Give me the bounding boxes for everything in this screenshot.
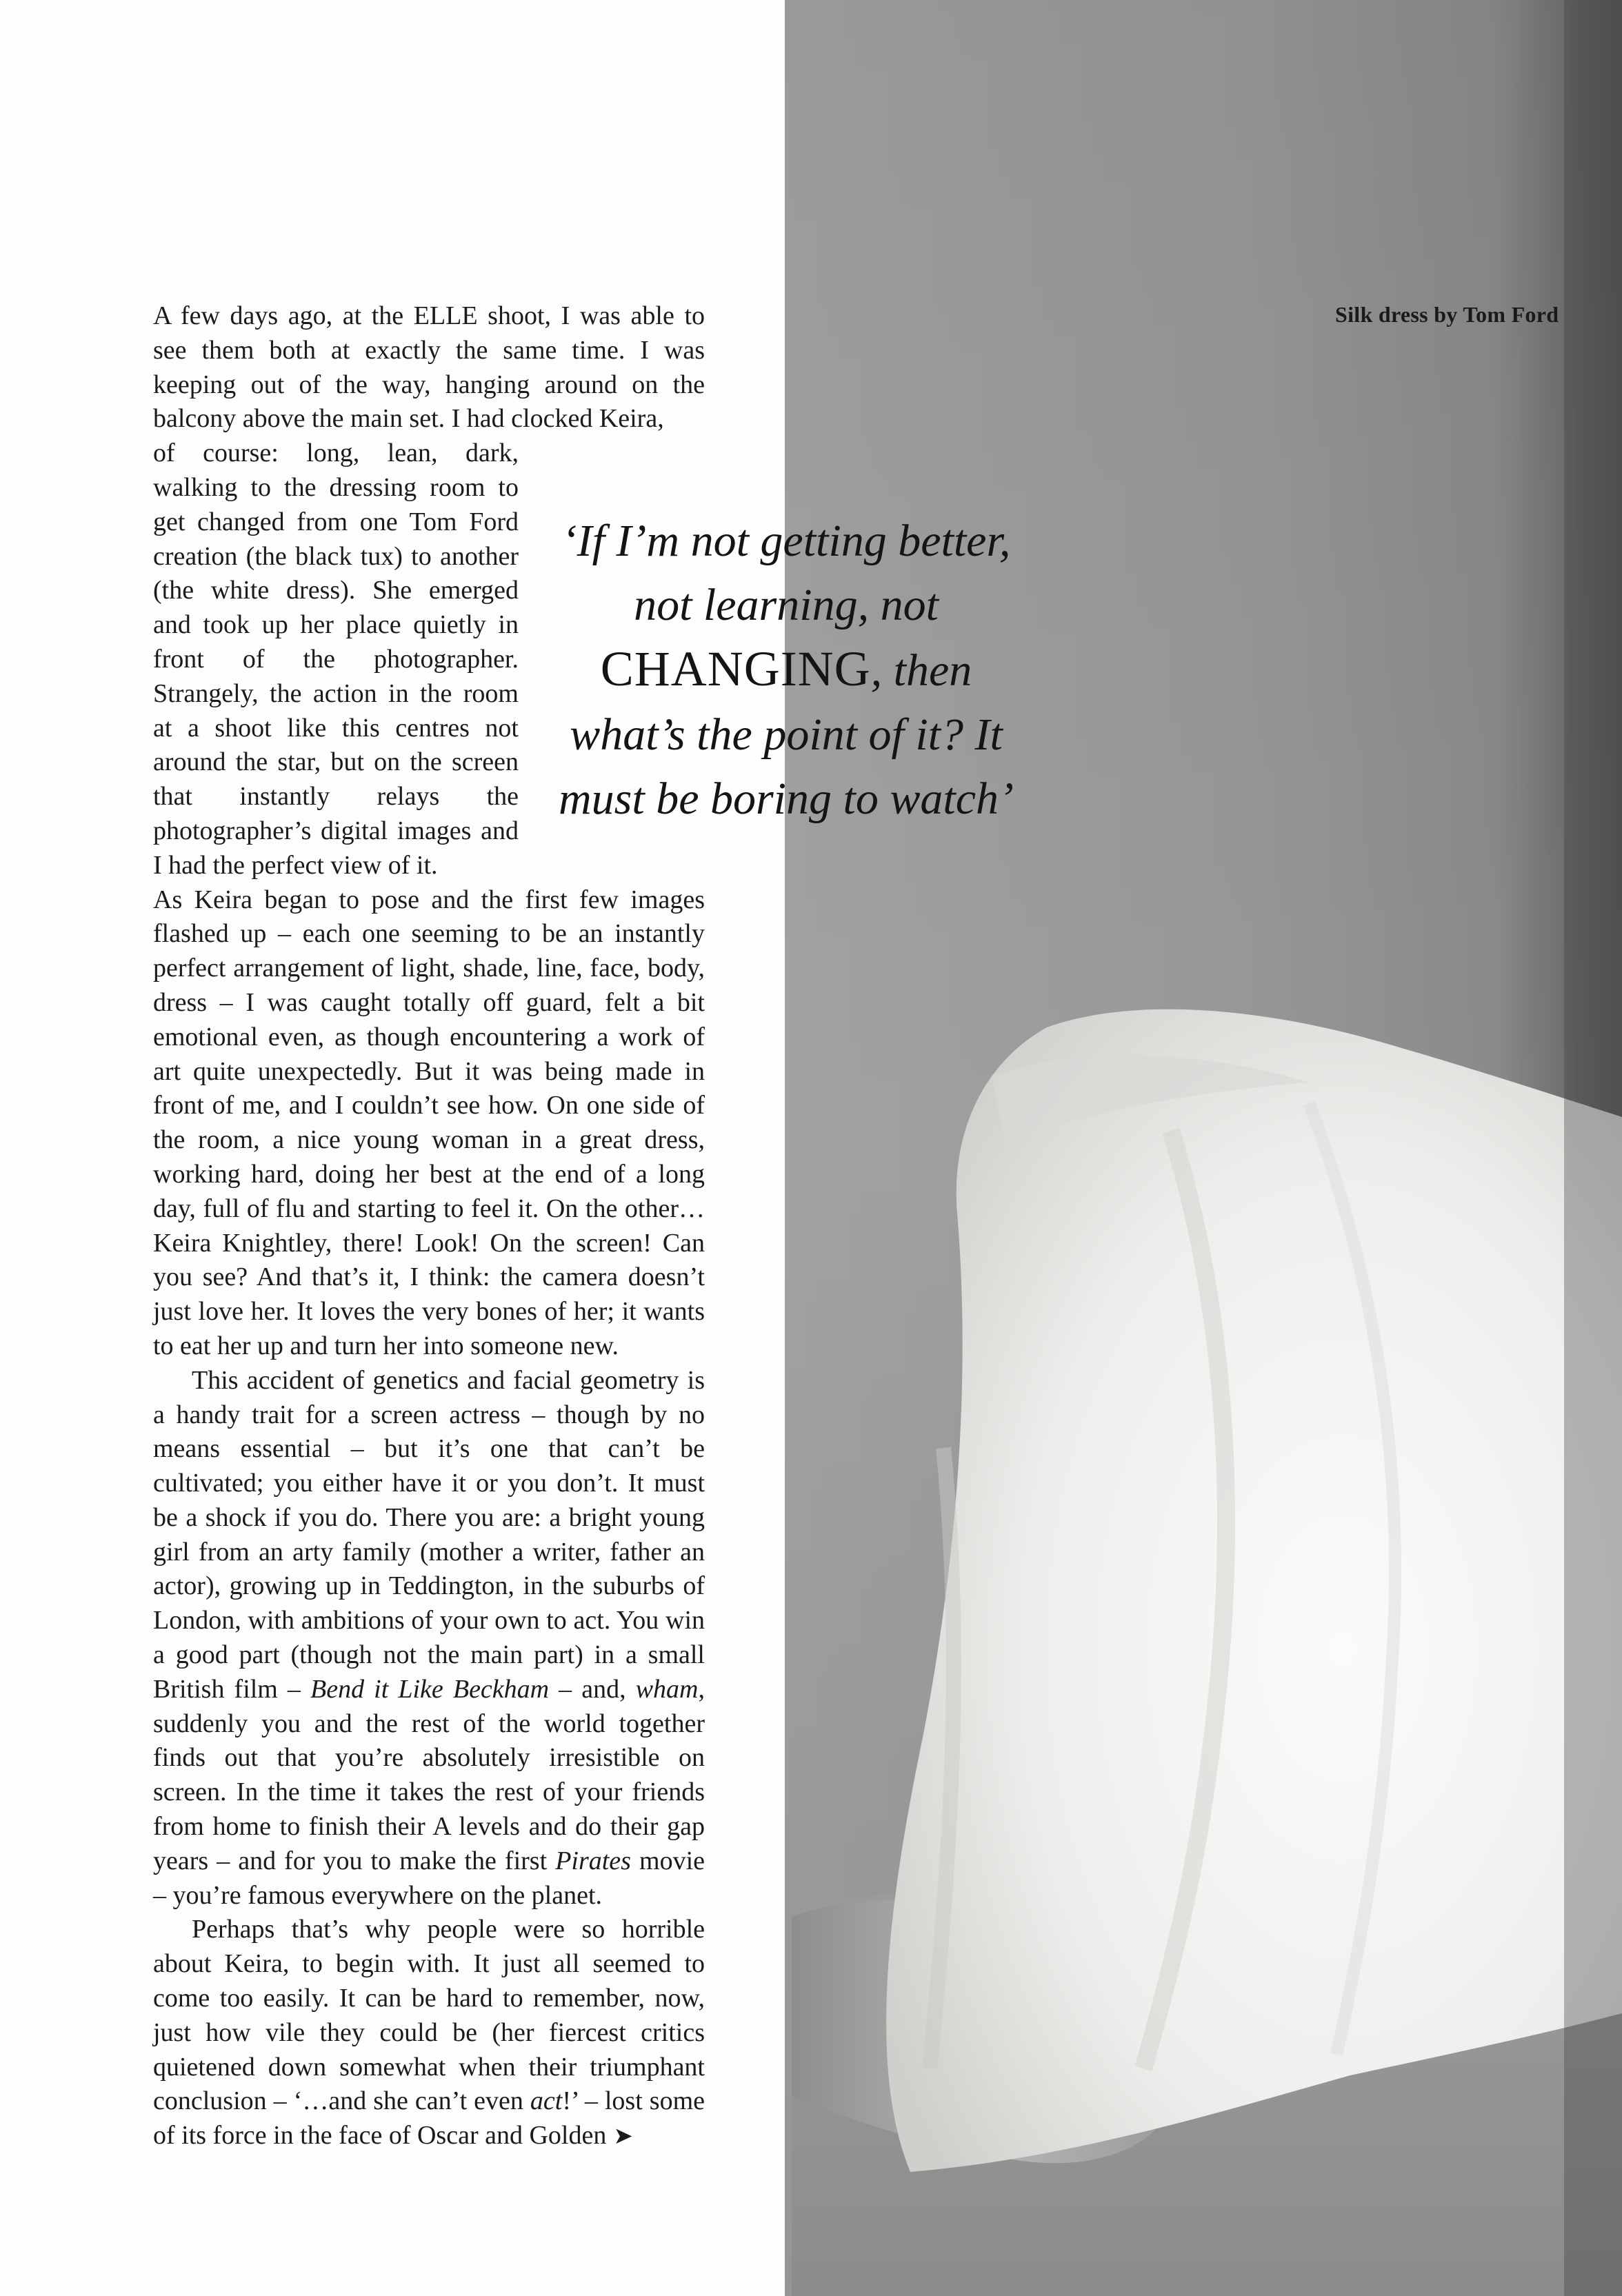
continue-arrow-icon: ➤ bbox=[613, 2124, 633, 2150]
article-paragraph-2 bbox=[153, 1364, 705, 1913]
pull-quote-emphasis: CHANGING bbox=[600, 641, 871, 696]
pull-quote-line-5: must be boring to watch’ bbox=[559, 774, 1014, 824]
article-text: !’ – lost some of its force in the face of Oscar and Golden bbox=[153, 2086, 705, 2151]
pull-quote-line-4: what’s the point of it? It bbox=[570, 709, 1003, 760]
photograph-illustration bbox=[785, 0, 1622, 2296]
film-title: Pirates bbox=[555, 1846, 631, 1875]
article-paragraph-3 bbox=[153, 1913, 705, 2154]
photo-caption: Silk dress by Tom Ford bbox=[1335, 302, 1559, 327]
article-text: – and, bbox=[549, 1674, 636, 1704]
article-text: This accident of genetics and facial geometry is a handy trait for a screen actress – though by no means essential – but it’s one that can’t be cultivated; you either have it or you don’t. It must be a shock if you do. There you are: a bright young girl from an arty family (mother a writer, father an actor), growing up in Teddington, in the suburbs of London, with ambitions of your own to act. You win a good part (though not the main part) in a small British film – bbox=[153, 1365, 705, 1704]
pull-quote-line-3-rest: , then bbox=[870, 645, 972, 696]
article-paragraph-1-narrow: of course: long, lean, dark, walking to the dressing room to get changed from one Tom Ford creation (the black tux) to another (the white dress). She emerged and took up her place quietly in front of the photographer. Strangely, the action in the room at a shoot like this centres not around the star, but on the screen that instantly relays the photographer’s digital images and I had the perfect view of it. bbox=[153, 439, 519, 880]
article-text: Perhaps that’s why people were so horrible about Keira, to begin with. It just all seemed to come too easily. It can be hard to remember, now, just how vile they could be (her fiercest critics quietened down somewhat when their triumphant conclusion – ‘…and she can’t even bbox=[153, 1915, 705, 2116]
article-text: , suddenly you and the rest of the world together finds out that you’re absolutely irresistible on screen. In the time it takes the rest of your friends from home to finish their A levels and do their gap years – and for you to make the first bbox=[153, 1674, 705, 1875]
article-paragraph-1-tail: As Keira began to pose and the first few images flashed up – each one seeming to be an instantly perfect arrangement of light, shade, line, face, body, dress – I was caught totally off guard, felt a bit emotional even, as though encountering a work of art quite unexpectedly. But it was being made in front of me, and I couldn’t see how. On one side of the room, a nice young woman in a great dress, working hard, doing her best at the end of a long day, full of flu and starting to feel it. On the other… Keira Knightley, there! Look! On the screen! Can you see? And that’s it, I think: the camera doesn’t just love her. It loves the very bones of her; it wants to eat her up and turn her into someone new. bbox=[153, 885, 705, 1360]
article-body bbox=[153, 299, 705, 2154]
article-text: movie – you’re famous everywhere on the planet. bbox=[153, 1846, 705, 1910]
pull-quote-line-1: ‘If I’m not getting better, bbox=[561, 516, 1011, 566]
pull-quote-line-2: not learning, not bbox=[634, 580, 939, 630]
emphasis: act bbox=[530, 2086, 563, 2116]
article-paragraph-1-lead: A few days ago, at the ELLE shoot, I was able to see them both at exactly the same time. I was keeping out of the way, hanging around on the balcony above the main set. I had clocked Keira, bbox=[153, 301, 705, 434]
emphasis: wham bbox=[635, 1674, 699, 1704]
film-title: Bend it Like Beckham bbox=[310, 1674, 550, 1704]
fashion-photograph bbox=[785, 0, 1622, 2296]
